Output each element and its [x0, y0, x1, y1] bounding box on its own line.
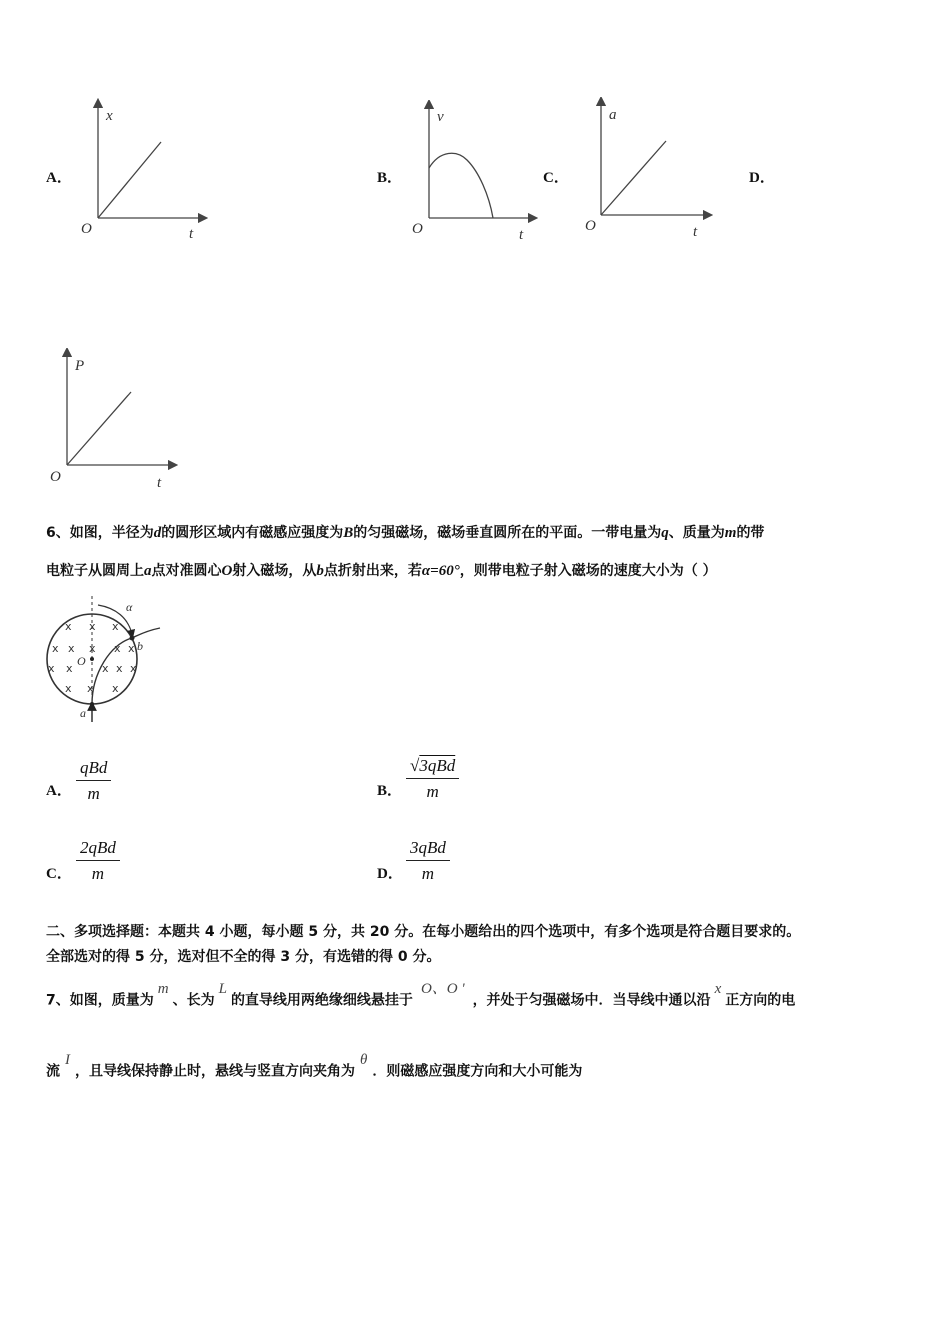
var-b-field: B — [343, 525, 354, 541]
numerator — [406, 756, 459, 779]
point-b — [130, 636, 135, 641]
o-label: O — [77, 654, 86, 668]
option-b-label: B． — [377, 170, 403, 186]
cross: x — [128, 642, 135, 655]
q6-option-a-fraction — [76, 758, 111, 804]
denominator: m — [87, 784, 100, 803]
origin-label: O — [412, 221, 423, 237]
q7-text: 、长为 — [172, 992, 215, 1009]
cross: x — [87, 682, 94, 695]
b-label: b — [137, 639, 143, 653]
q6-option-d-label: D． — [377, 866, 403, 882]
var-o: O — [221, 563, 233, 579]
cross: x — [65, 620, 72, 633]
q6-option-b-label: B． — [377, 783, 403, 799]
cross: x — [112, 682, 119, 695]
magnetic-field-figure — [40, 594, 170, 726]
var-q: q — [661, 525, 669, 541]
numerator: qBd — [76, 758, 111, 781]
var-i: I — [65, 1052, 70, 1068]
numerator: 3qBd — [406, 838, 450, 861]
q6-text: 6、如图，半径为 — [46, 525, 154, 541]
q7-text: ，且导线保持静止时，悬线与竖直方向夹角为 — [75, 1063, 355, 1080]
question-7-line-1 — [46, 983, 795, 1010]
cross: x — [89, 620, 96, 633]
q6-option-b-fraction — [406, 756, 459, 802]
q6-text: 电粒子从圆周上 — [46, 563, 144, 579]
q6-text: 、质量为 — [668, 525, 725, 541]
q7-text: 7、如图，质量为 — [46, 992, 154, 1009]
graph-line — [67, 392, 131, 465]
origin-label: O — [585, 218, 596, 234]
cross: x — [52, 642, 59, 655]
cross: x — [114, 642, 121, 655]
y-axis-label: a — [609, 107, 617, 123]
x-axis-label: t — [519, 227, 524, 243]
q6-text: 点折射出来，若 — [323, 563, 422, 579]
y-axis-label: x — [106, 108, 113, 124]
alpha-label: α — [126, 600, 133, 614]
option-d-label: D． — [749, 170, 775, 186]
section-2-instructions-line-2: 全部选对的得 5 分，选对但不全的得 3 分，有选错的得 0 分。 — [46, 949, 441, 965]
q7-text: ，并处于匀强磁场中．当导线中通以沿 — [472, 992, 711, 1009]
q6-text: 的圆形区域内有磁感应强度为 — [161, 525, 344, 541]
q6-text: 点对准圆心 — [151, 563, 222, 579]
graph-line — [98, 142, 161, 218]
q7-text: 正方向的电 — [725, 992, 796, 1009]
q6-option-c-fraction — [76, 838, 120, 884]
q6-text: 射入磁场，从 — [232, 563, 317, 579]
q6-text: 的带 — [736, 525, 765, 541]
cross: x — [65, 682, 72, 695]
q6-option-a-label: A． — [46, 783, 72, 799]
cross: x — [66, 662, 73, 675]
cross: x — [89, 642, 96, 655]
q6-option-d-fraction — [406, 838, 450, 884]
cross: x — [130, 662, 137, 675]
var-m: m — [157, 981, 169, 997]
denominator: m — [421, 864, 435, 883]
var-d: d — [153, 525, 162, 541]
var-b: b — [316, 563, 324, 579]
question-6-line-1 — [46, 522, 764, 542]
point-o — [90, 657, 94, 661]
sqrt-content: 3qBd — [419, 756, 456, 775]
cross: x — [48, 662, 55, 675]
cross: x — [102, 662, 109, 675]
var-m: m — [724, 525, 737, 541]
sqrt-sign: √ — [410, 756, 420, 775]
denominator: m — [91, 864, 105, 883]
origin-label: O — [81, 221, 92, 237]
var-theta: θ — [360, 1052, 368, 1068]
graph-a-t — [580, 97, 720, 242]
denominator: m — [426, 782, 439, 801]
graph-p-t — [45, 348, 185, 493]
q6-option-c-label: C． — [46, 866, 72, 882]
x-axis-label: t — [693, 224, 698, 240]
a-label: a — [80, 706, 86, 720]
cross: x — [116, 662, 123, 675]
option-c-label: C． — [543, 170, 569, 186]
var-x: x — [714, 981, 722, 997]
graph-curve — [429, 153, 493, 218]
cross: x — [68, 642, 75, 655]
origin-label: O — [50, 469, 61, 485]
point-a — [90, 702, 94, 706]
graph-x-t — [75, 98, 215, 243]
numerator: 2qBd — [76, 838, 120, 861]
question-7-line-2 — [46, 1052, 583, 1081]
q7-text: 流 — [46, 1063, 60, 1080]
section-2-instructions-line-1: 二、多项选择题：本题共 4 小题，每小题 5 分，共 20 分。在每小题给出的四个选项中，有多个选项是符合题目要求的。 — [46, 924, 801, 940]
cross: x — [112, 620, 119, 633]
option-a-label: A． — [46, 170, 72, 186]
y-axis-label: P — [75, 358, 85, 374]
var-a: a — [144, 563, 152, 579]
var-l: L — [218, 981, 227, 997]
x-axis-label: t — [189, 226, 194, 242]
x-axis-label: t — [157, 475, 162, 491]
question-6-line-2 — [46, 560, 717, 580]
q7-text: ．则磁感应强度方向和大小可能为 — [372, 1063, 583, 1080]
var-o-o-prime: O、O ' — [420, 981, 465, 997]
graph-v-t — [405, 100, 545, 245]
q6-text: ，则带电粒子射入磁场的速度大小为（ ） — [459, 563, 717, 579]
y-axis-label: v — [437, 109, 444, 125]
q7-text: 的直导线用两绝缘细线悬挂于 — [230, 992, 413, 1009]
graph-line — [601, 141, 666, 215]
q6-text: 的匀强磁场，磁场垂直圆所在的平面。一带电量为 — [353, 525, 662, 541]
alpha-expression: α=60° — [421, 563, 460, 579]
